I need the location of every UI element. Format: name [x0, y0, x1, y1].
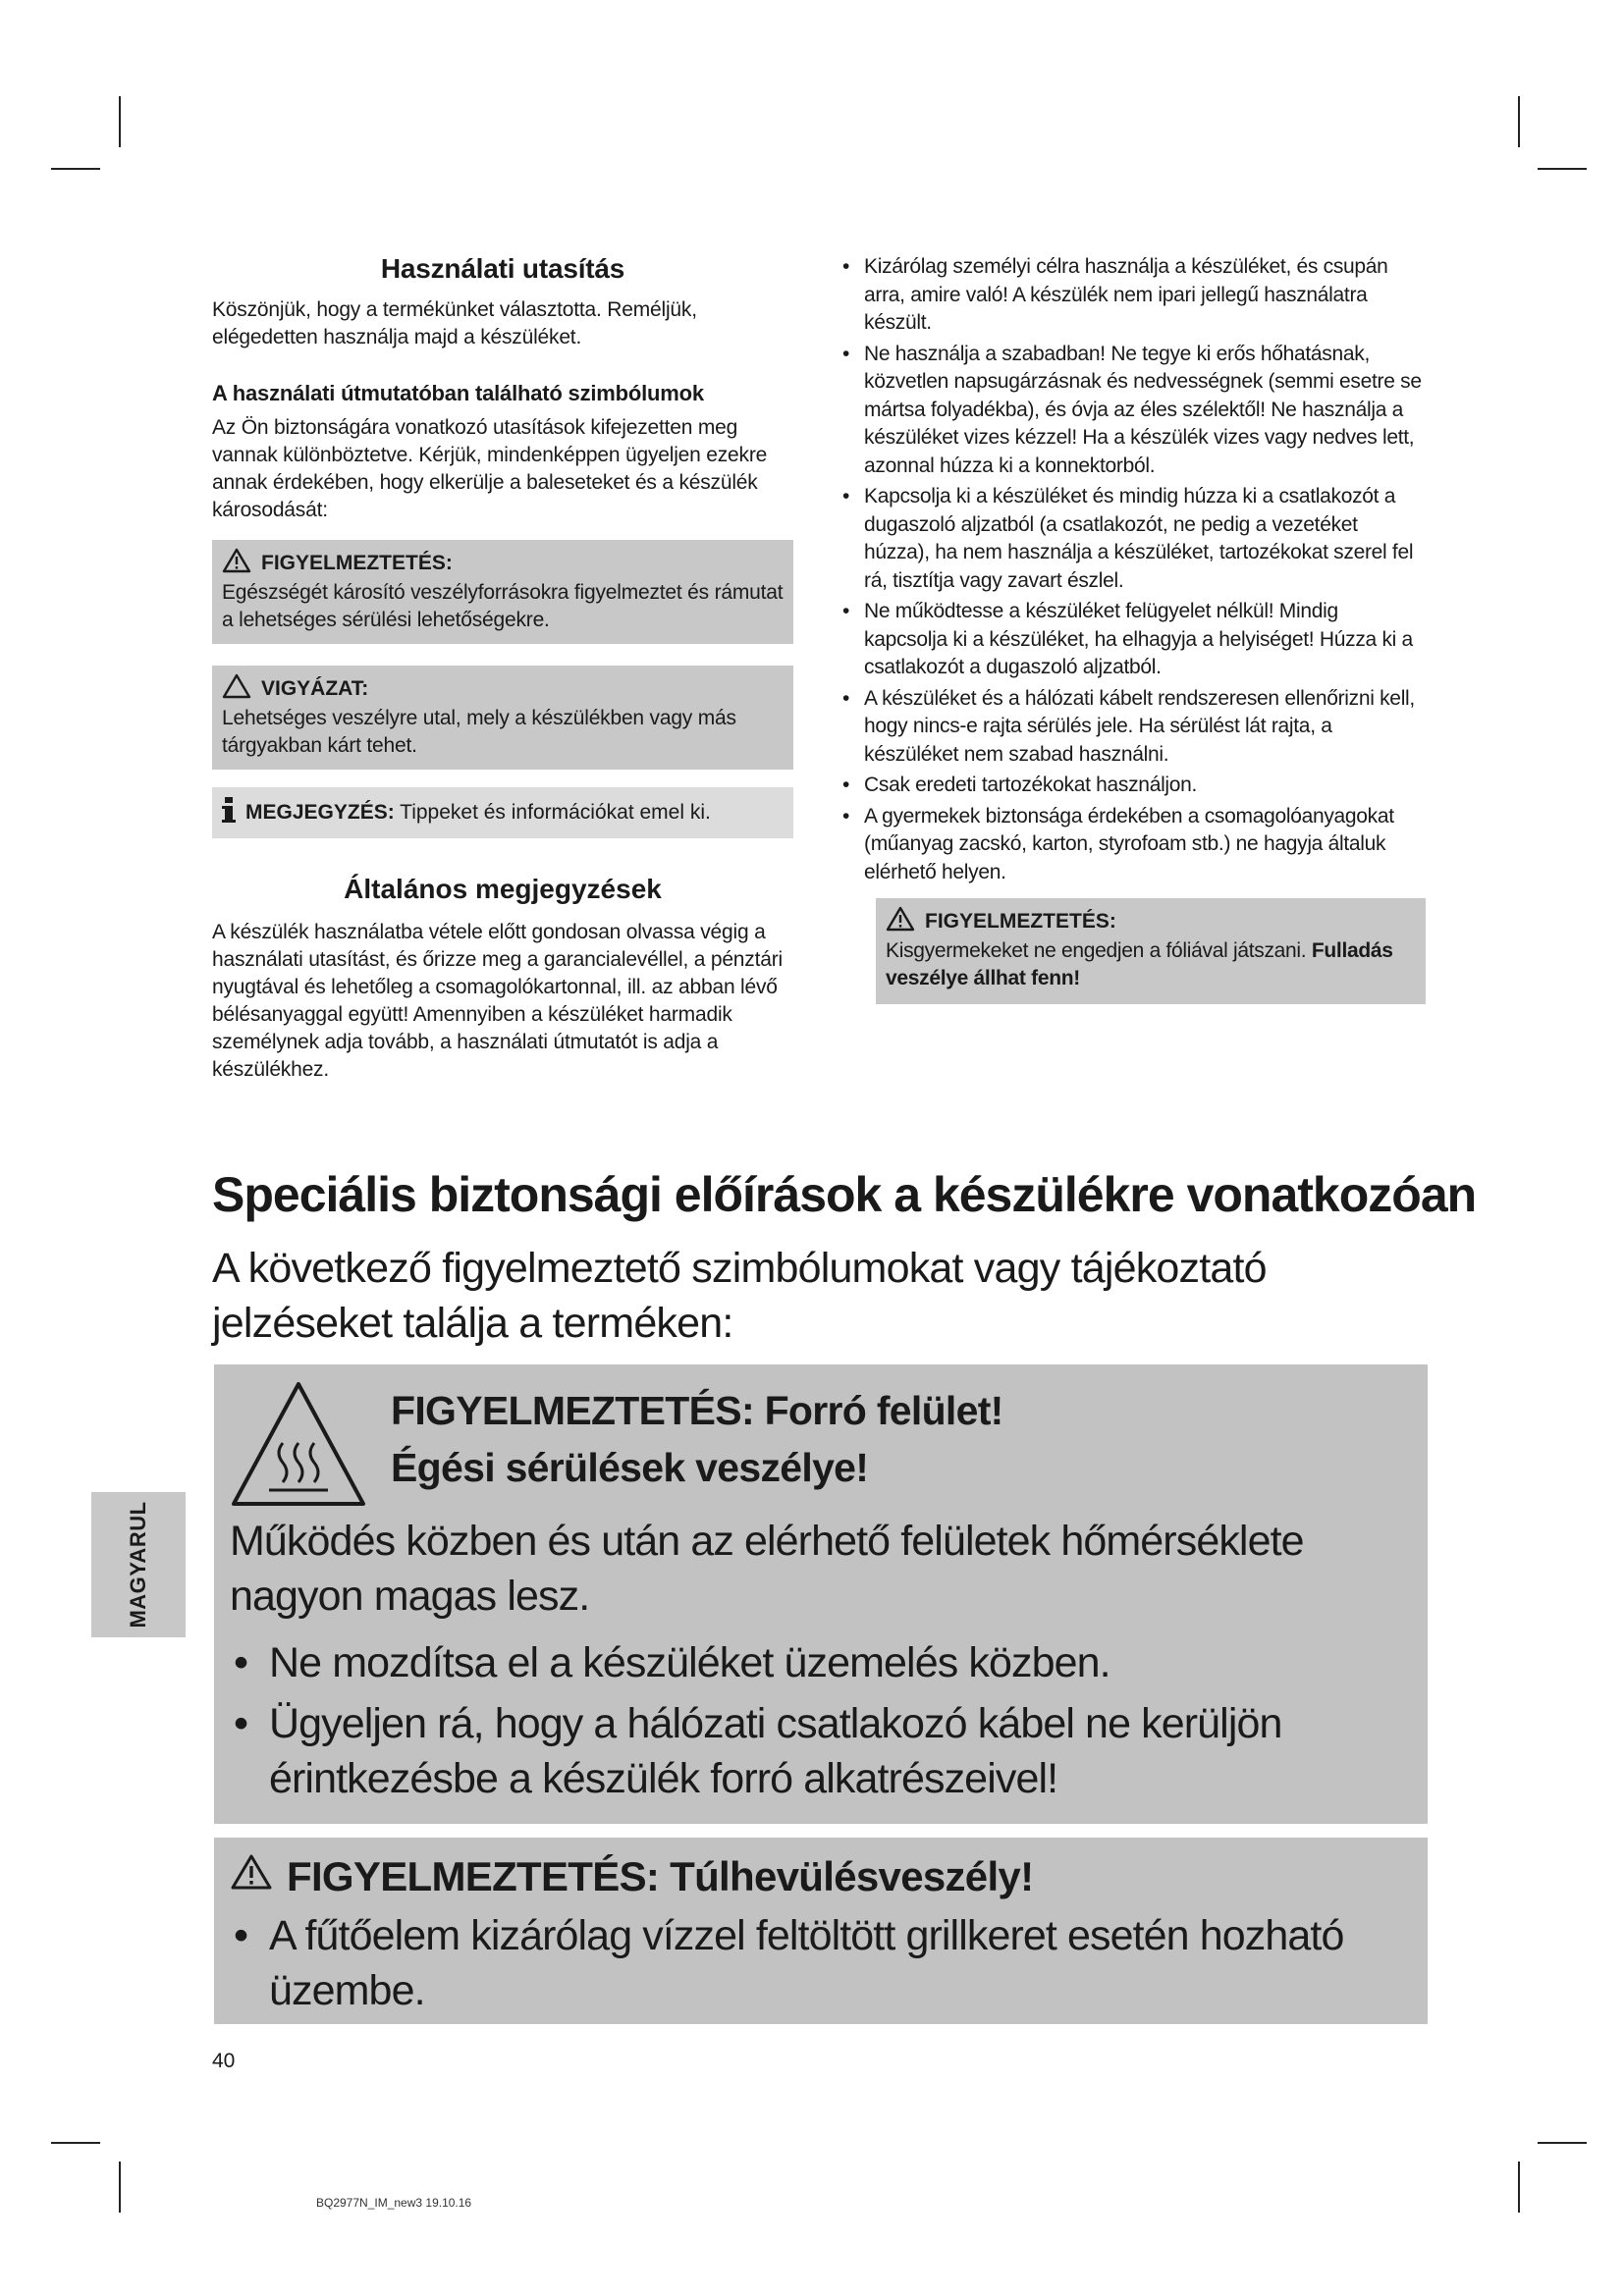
warning-box — [212, 540, 793, 644]
warning-triangle-icon — [886, 906, 915, 937]
hot-surface-icon — [228, 1378, 369, 1512]
symbols-text: Az Ön biztonságára vonatkozó utasítások kifejezetten meg vannak különböztetve. Kérjük, mindenképpen ügyeljen ezekre annak érdekében, hogy elkerülje a baleseteket és a készülék károsodását: — [212, 416, 768, 521]
child-warning-bold: Fulladás veszélye állhat fenn! — [886, 939, 1393, 989]
crop-mark — [1538, 168, 1587, 170]
crop-mark — [1518, 96, 1520, 147]
caution-label-row — [222, 673, 784, 705]
page-number: 40 — [212, 2050, 236, 2072]
crop-mark — [119, 96, 121, 147]
special-heading: Speciális biztonsági előírások a készülékre vonatkozóan — [212, 1167, 1477, 1222]
hot-surface-title-line2: Égési sérülések veszélye! — [391, 1445, 869, 1490]
caution-triangle-icon — [222, 673, 251, 705]
intro-text: Köszönjük, hogy a termékünket választotta. Reméljük, elégedetten használja majd a készüléket. — [212, 298, 697, 348]
note-box — [212, 787, 793, 838]
language-side-tab — [91, 1492, 186, 1637]
child-warning-text-wrap — [886, 937, 1416, 992]
hot-surface-description: Működés közben és után az elérhető felületek hőmérséklete nagyon magas lesz. — [230, 1518, 1304, 1620]
safety-bullet: • Kapcsolja ki a készüléket és mindig húzza ki a csatlakozót a dugaszoló aljzatból (a csatlakozót, ne pedig a vezetéket húzza), ha nem használja a készüléket, tartozékokat szerel fel rá, tisztítja vagy zavart észlel. — [840, 483, 1426, 595]
info-icon — [222, 797, 236, 828]
crop-mark — [1538, 2142, 1587, 2144]
crop-mark — [119, 2162, 121, 2213]
hot-surface-bullets — [230, 1635, 1418, 1812]
safety-bullet: • A készüléket és a hálózati kábelt rendszeresen ellenőrizni kell, hogy nincs-e rajta sérülés jele. Ha sérülést lát rajta, a készüléket nem szabad használni. — [840, 685, 1426, 770]
warning-triangle-icon — [230, 1853, 273, 1900]
print-id: BQ2977N_IM_new3 19.10.16 — [316, 2196, 472, 2210]
hot-surface-bullet: • Ügyeljen rá, hogy a hálózati csatlakozó kábel ne kerüljön érintkezésbe a készülék forró alkatrészeivel! — [230, 1696, 1418, 1806]
left-column — [212, 253, 793, 1084]
general-text: A készülék használatba vétele előtt gondosan olvassa végig a használati utasítást, és őrizze meg a garancialevéllel, a pénztári nyugtával és lehetőleg a csomagolókartonnal, ill. az abban lévő bélésanyaggal együtt! Amennyiben a készüléket harmadik személynek adja tovább, a használati útmutatót is adja a készülékhez. — [212, 921, 783, 1081]
child-warning-label-row — [886, 906, 1416, 937]
child-warning-label: FIGYELMEZTETÉS: — [925, 910, 1116, 933]
overheating-title-row — [230, 1853, 1033, 1900]
crop-mark — [1518, 2162, 1520, 2213]
safety-bullet: • Csak eredeti tartozékokat használjon. — [840, 772, 1426, 800]
right-column — [840, 253, 1426, 1004]
warning-text: Egészségét károsító veszélyforrásokra figyelmeztet és rámutat a lehetséges sérülési lehetőségekre. — [222, 581, 784, 631]
hot-surface-bullet: • Ne mozdítsa el a készüléket üzemelés közben. — [230, 1635, 1418, 1690]
crop-mark — [51, 168, 100, 170]
caution-label: VIGYÁZAT: — [261, 677, 369, 700]
warning-label: FIGYELMEZTETÉS: — [261, 552, 453, 574]
hot-surface-warning-box — [214, 1364, 1428, 1824]
symbols-heading: A használati útmutatóban található szimbólumok — [212, 381, 704, 405]
special-intro: A következő figyelmeztető szimbólumokat vagy tájékoztató jelzéseket találja a terméken: — [212, 1245, 1267, 1347]
hot-surface-title — [391, 1382, 1003, 1496]
safety-bullet: • Ne használja a szabadban! Ne tegye ki erős hőhatásnak, közvetlen napsugárzásnak és nedvességnek (semmi esetre se mártsa folyadékba), és óvja az éles szélektől! Ne használja a készüléket vizes kézzel! Ha a készülék vizes vagy nedves lett, azonnal húzza ki a konnektorból. — [840, 341, 1426, 481]
crop-mark — [51, 2142, 100, 2144]
note-label: MEGJEGYZÉS: — [245, 801, 395, 824]
caution-text: Lehetséges veszélyre utal, mely a készülékben vagy más tárgyakban kárt tehet. — [222, 707, 736, 757]
safety-bullet: • Kizárólag személyi célra használja a készüléket, és csupán arra, amire való! A készülék nem ipari jellegű használatra készült. — [840, 253, 1426, 338]
warning-triangle-icon — [222, 548, 251, 579]
warning-label-row — [222, 548, 784, 579]
general-heading: Általános megjegyzések — [344, 874, 662, 904]
child-warning-text: Kisgyermekeket ne engedjen a fóliával játszani. — [886, 939, 1312, 962]
safety-bullet: • A gyermekek biztonsága érdekében a csomagolóanyagokat (műanyag zacskó, karton, styrofoam stb.) ne hagyja általuk elérhető helyen. — [840, 803, 1426, 887]
overheating-warning-box — [214, 1838, 1428, 2024]
child-warning-box — [876, 898, 1426, 1004]
caution-box — [212, 666, 793, 770]
overheating-title: FIGYELMEZTETÉS: Túlhevülésveszély! — [287, 1853, 1034, 1899]
language-side-tab-label: MAGYARUL — [126, 1501, 150, 1629]
overheating-bullets — [230, 1908, 1418, 2024]
note-content — [245, 801, 711, 825]
safety-bullet-list — [840, 253, 1426, 886]
overheating-bullet: • A fűtőelem kizárólag vízzel feltöltött grillkeret esetén hozható üzembe. — [230, 1908, 1418, 2018]
page-title: Használati utasítás — [380, 253, 625, 284]
safety-bullet: • Ne működtesse a készüléket felügyelet nélkül! Mindig kapcsolja ki a készüléket, ha elhagyja a helyiséget! Húzza ki a csatlakozót a dugaszoló aljzatból. — [840, 598, 1426, 682]
hot-surface-title-line1: FIGYELMEZTETÉS: Forró felület! — [391, 1388, 1003, 1433]
note-text: Tippeket és információkat emel ki. — [394, 801, 711, 824]
